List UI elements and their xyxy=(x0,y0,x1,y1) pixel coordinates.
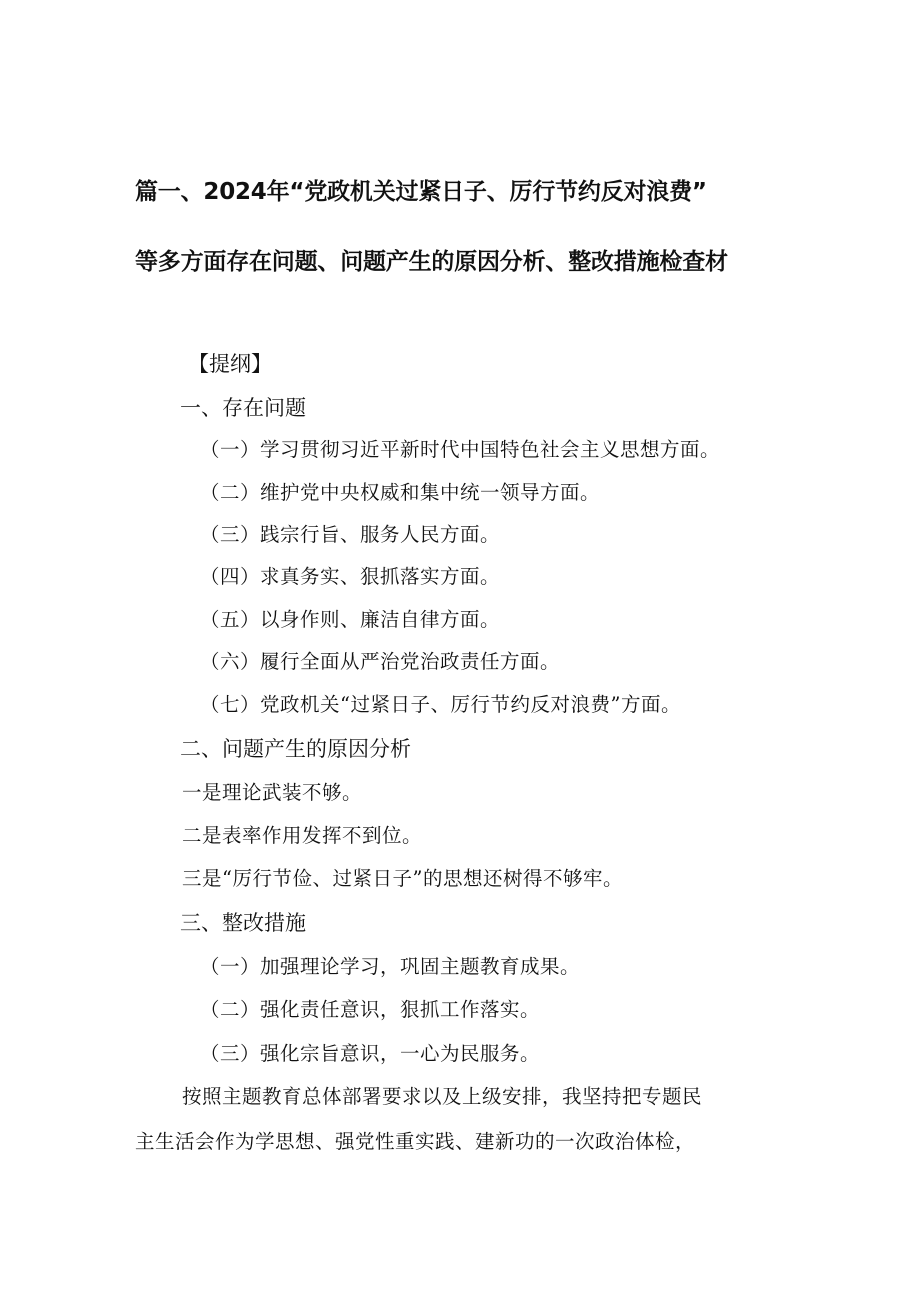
problem-item-4: （四）求真务实、狠抓落实方面。 xyxy=(200,565,501,588)
problem-item-6: （六）履行全面从严治党治政责任方面。 xyxy=(200,650,561,673)
cause-item-1: 一是理论武装不够。 xyxy=(182,781,363,804)
section-heading-measures: 三、整改措施 xyxy=(180,911,306,935)
problem-item-2: （二）维护党中央权威和集中统一领导方面。 xyxy=(200,481,601,504)
section-heading-causes: 二、问题产生的原因分析 xyxy=(180,737,411,761)
problem-item-1: （一）学习贯彻习近平新时代中国特色社会主义思想方面。 xyxy=(200,438,721,461)
outline-label: 【提纲】 xyxy=(188,352,272,376)
cause-item-3: 三是“厉行节俭、过紧日子”的思想还树得不够牢。 xyxy=(182,867,623,890)
measure-item-1: （一）加强理论学习，巩固主题教育成果。 xyxy=(200,955,581,978)
problem-item-3: （三）践宗行旨、服务人民方面。 xyxy=(200,523,501,546)
body-paragraph-line-1: 按照主题教育总体部署要求以及上级安排，我坚持把专题民 xyxy=(182,1085,703,1108)
body-paragraph-line-2: 主生活会作为学思想、强党性重实践、建新功的一次政治体检， xyxy=(135,1130,696,1153)
measure-item-2: （二）强化责任意识，狠抓工作落实。 xyxy=(200,998,541,1021)
measure-item-3: （三）强化宗旨意识，一心为民服务。 xyxy=(200,1042,541,1065)
problem-item-5: （五）以身作则、廉洁自律方面。 xyxy=(200,608,501,631)
section-heading-problems: 一、存在问题 xyxy=(180,396,306,420)
cause-item-2: 二是表率作用发挥不到位。 xyxy=(182,824,423,847)
document-title-line-1: 篇一、2024年“党政机关过紧日子、厉行节约反对浪费” xyxy=(135,179,707,205)
problem-item-7: （七）党政机关“过紧日子、厉行节约反对浪费”方面。 xyxy=(200,693,681,716)
document-title-line-2: 等多方面存在问题、问题产生的原因分析、整改措施检查材 xyxy=(135,249,728,275)
